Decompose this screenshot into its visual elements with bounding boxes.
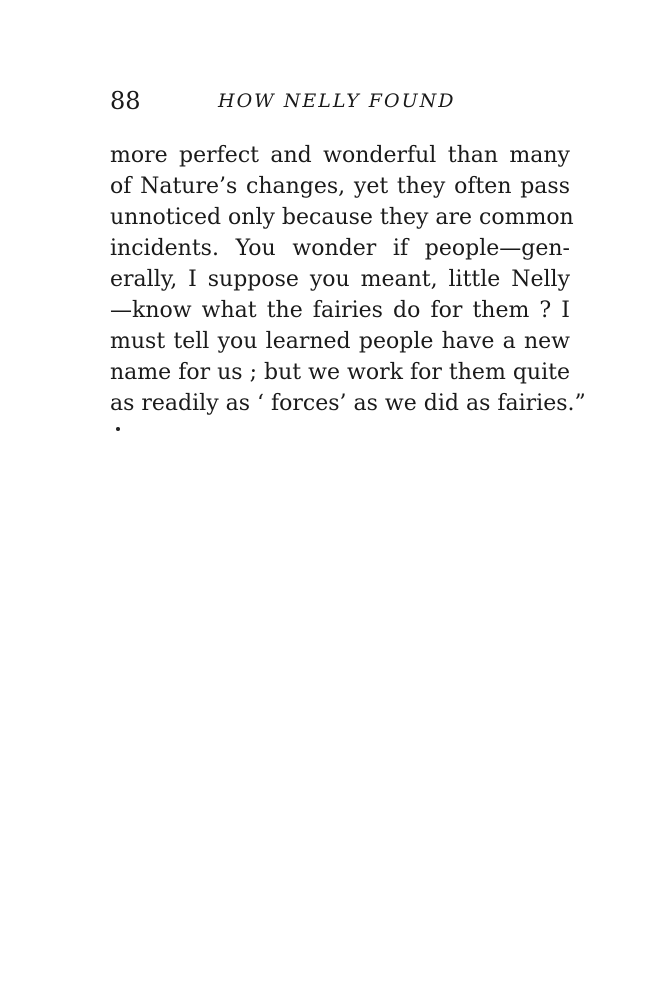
text-line: unnoticed only because they are common: [110, 205, 574, 230]
text-line: —know what the fairies do for them ? I: [110, 298, 570, 323]
ink-speck: [116, 427, 120, 431]
text-line: incidents. You wonder if people—gen-: [110, 236, 570, 261]
text-line: more perfect and wonderful than many: [110, 143, 570, 168]
running-head: HOW NELLY FOUND: [218, 90, 456, 112]
body-text: [110, 140, 586, 419]
text-line: must tell you learned people have a new: [110, 329, 570, 354]
text-line: as readily as ‘ forces’ as we did as fairies.”: [110, 391, 586, 416]
text-line: erally, I suppose you meant, little Nelly: [110, 267, 570, 292]
text-line: of Nature’s changes, yet they often pass: [110, 174, 570, 199]
page-header: [110, 86, 570, 116]
text-line: name for us ; but we work for them quite: [110, 360, 570, 385]
page-number: 88: [110, 87, 141, 115]
